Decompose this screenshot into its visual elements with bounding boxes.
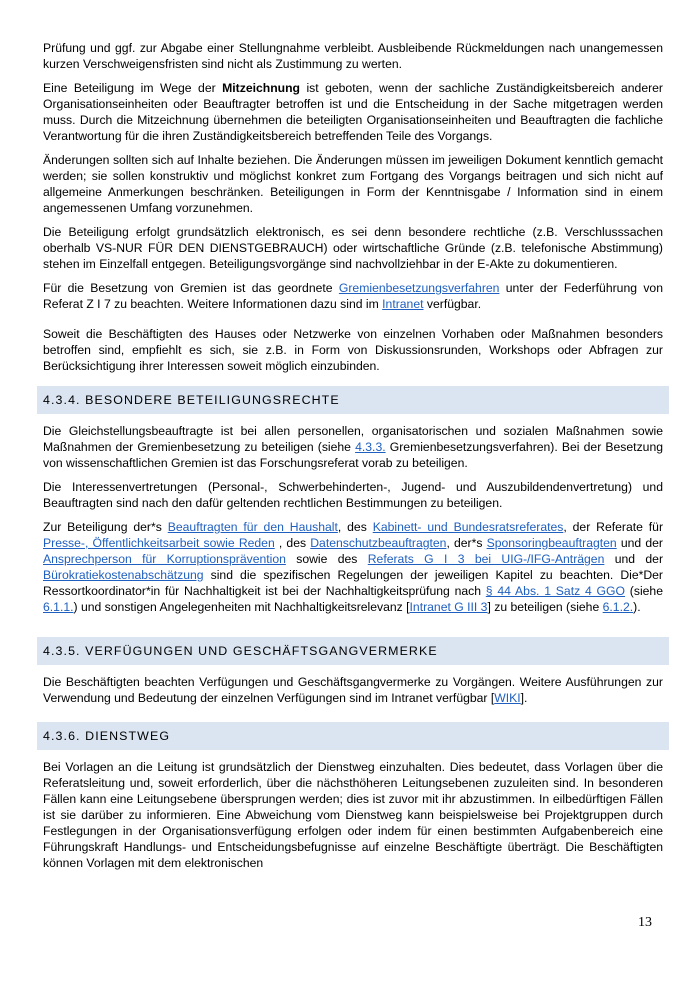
- paragraph-stellungnahme: Prüfung und ggf. zur Abgabe einer Stellungnahme verbleibt. Ausbleibende Rückmeldungen nach unangemessen kurzen Verschweigensfristen sind nicht als Zustimmung zu werten.: [43, 41, 663, 71]
- link-4-3-3[interactable]: 4.3.3.: [355, 440, 386, 454]
- link-korruptionspraevention[interactable]: Ansprechperson für Korruptionsprävention: [43, 552, 286, 566]
- link-wiki[interactable]: WIKI: [494, 691, 521, 705]
- link-presse-oeffentlichkeitsarbeit[interactable]: Presse-, Öffentlichkeitsarbeit sowie Reden: [43, 536, 275, 550]
- link-gremienbesetzungsverfahren[interactable]: Gremienbesetzungsverfahren: [338, 281, 500, 295]
- term-mitzeichnung: Mitzeichnung: [222, 81, 300, 95]
- paragraph-mitzeichnung: Eine Beteiligung im Wege der Mitzeichnung ist geboten, wenn der sachliche Zuständigkeitsbereich anderer Organisationseinheiten oder Beauftragter betroffen ist und die Entscheidung in der Sache mitgetragen werden muss. Durch die Mitzeichnung übernehmen die beteiligten Organisationseinheiten und Beauftragten die fachliche Verantwortung für die ihren Zuständigkeitsbereich betreffenden Teile des Vorgangs.: [43, 81, 663, 143]
- paragraph-gremien: Für die Besetzung von Gremien ist das geordnete Gremienbesetzungsverfahren unter der Federführung von Referat Z I 7 zu beachten. Weitere Informationen dazu sind im Intranet verfügbar.: [43, 281, 663, 311]
- link-beauftragter-haushalt[interactable]: Beauftragten für den Haushalt: [167, 520, 338, 534]
- link-referat-g-i-3[interactable]: Referats G I 3 bei UIG-/IFG-Anträgen: [367, 552, 605, 566]
- paragraph-elektronisch: Die Beteiligung erfolgt grundsätzlich elektronisch, es sei denn besondere rechtliche (z.B. Verschlusssachen oberhalb VS-NUR FÜR DEN DIENSTGEBRAUCH) oder wirtschaftliche Gründe (z.B. telefonische Abstimmung) stehen im Einzelfall entgegen. Beteiligungsvorgänge sind nachvollziehbar in der E-Akte zu dokumentieren.: [43, 225, 663, 271]
- paragraph-interessenvertretungen: Die Interessenvertretungen (Personal-, Schwerbehinderten-, Jugend- und Auszubildendenvertretung) und Beauftragten sind nach den dafür geltenden rechtlichen Bestimmungen zu beteiligen.: [43, 480, 663, 510]
- link-6-1-2[interactable]: 6.1.2.: [602, 600, 634, 614]
- paragraph-beteiligung-referate: Zur Beteiligung der*s Beauftragten für den Haushalt, des Kabinett- und Bundesratsreferates, der Referate für Presse-, Öffentlichkeitsarbeit sowie Reden , des Datenschutzbeauftragten, der*s Sponsoringbeauftragten und der Ansprechperson für Korruptionsprävention sowie des Referats G I 3 bei UIG-/IFG-Anträgen und der Bürokratiekostenabschätzung sind die spezifischen Regelungen der jeweiligen Kapitel zu beachten. Die*Der Ressortkoordinator*in für Nachhaltigkeit ist bei der Nachhaltigkeitsprüfung nach § 44 Abs. 1 Satz 4 GGO (siehe 6.1.1.) und sonstigen Angelegenheiten mit Nachhaltigkeitsrelevanz [Intranet G III 3] zu beteiligen (siehe 6.1.2.).: [43, 520, 664, 614]
- link-datenschutzbeauftragter[interactable]: Datenschutzbeauftragten: [310, 536, 447, 550]
- heading-4-3-6: 4.3.6. DIENSTWEG: [37, 722, 669, 750]
- heading-4-3-4: 4.3.4. BESONDERE BETEILIGUNGSRECHTE: [37, 386, 669, 414]
- link-intranet-g-iii-3[interactable]: Intranet G III 3: [409, 600, 488, 614]
- paragraph-gleichstellung: Die Gleichstellungsbeauftragte ist bei allen personellen, organisatorischen und sozialen Maßnahmen sowie Maßnahmen der Gremienbesetzung zu beteiligen (siehe 4.3.3. Gremienbesetzungsverfahren). Bei der Besetzung von wissenschaftlichen Gremien ist das Forschungsreferat vorab zu beteiligen.: [43, 424, 663, 470]
- document-body: [43, 40, 663, 879]
- link-intranet[interactable]: Intranet: [382, 297, 424, 311]
- link-sponsoringbeauftragter[interactable]: Sponsoringbeauftragten: [486, 536, 617, 550]
- paragraph-verfuegungen: Die Beschäftigten beachten Verfügungen und Geschäftsgangvermerke zu Vorgängen. Weitere Ausführungen zur Verwendung und Bedeutung der einzelnen Verfügungen sind im Intranet verfügbar [WIKI].: [43, 675, 663, 705]
- paragraph-beschaeftigte: Soweit die Beschäftigten des Hauses oder Netzwerke von einzelnen Vorhaben oder Maßnahmen besonders betroffen sind, empfiehlt es sich, sie z.B. in Form von Diskussionsrunden, Workshops oder Abfragen zur Berücksichtigung ihrer Interessen soweit möglich einzubinden.: [43, 327, 663, 373]
- link-6-1-1[interactable]: 6.1.1.: [43, 600, 74, 614]
- link-kabinett-bundesratsreferat[interactable]: Kabinett- und Bundesratsreferates: [372, 520, 564, 534]
- paragraph-dienstweg: Bei Vorlagen an die Leitung ist grundsätzlich der Dienstweg einzuhalten. Dies bedeutet, dass Vorlagen über die Referatsleitung und, soweit erforderlich, über die nächsthöheren Leitungsebenen zuzuleiten sind. In besonderen Fällen kann eine Leitungsebene übersprungen werden; dies ist zuvor mit ihr abzustimmen. In eilbedürftigen Fällen ist sie darüber zu informieren. Eine Abweichung vom Dienstweg kann beispielsweise bei Projektgruppen durch Festlegungen in der Organisationsverfügung erfolgen oder indem für einen bestimmten Aufgabenbereich eine Führungskraft Handlungs- und Entscheidungsbefugnisse auf einzelne Beschäftigte überträgt. Die Beschäftigten können Vorlagen mit dem elektronischen: [43, 760, 663, 870]
- link-ggo-44[interactable]: § 44 Abs. 1 Satz 4 GGO: [485, 584, 625, 598]
- page-number: 13: [638, 915, 652, 930]
- paragraph-aenderungen: Änderungen sollten sich auf Inhalte beziehen. Die Änderungen müssen im jeweiligen Dokument kenntlich gemacht werden; sie sollen konstruktiv und möglichst konkret zum Fortgang des Vorgangs beitragen und sich nicht auf allgemeine Anmerkungen beschränken. Beteiligungen in Form der Kenntnisgabe / Information sind in einem angemessenen Umfang vorzunehmen.: [43, 153, 663, 215]
- heading-4-3-5: 4.3.5. VERFÜGUNGEN UND GESCHÄFTSGANGVERMERKE: [37, 637, 669, 665]
- link-buerokratiekostenabschaetzung[interactable]: Bürokratiekostenabschätzung: [43, 568, 204, 582]
